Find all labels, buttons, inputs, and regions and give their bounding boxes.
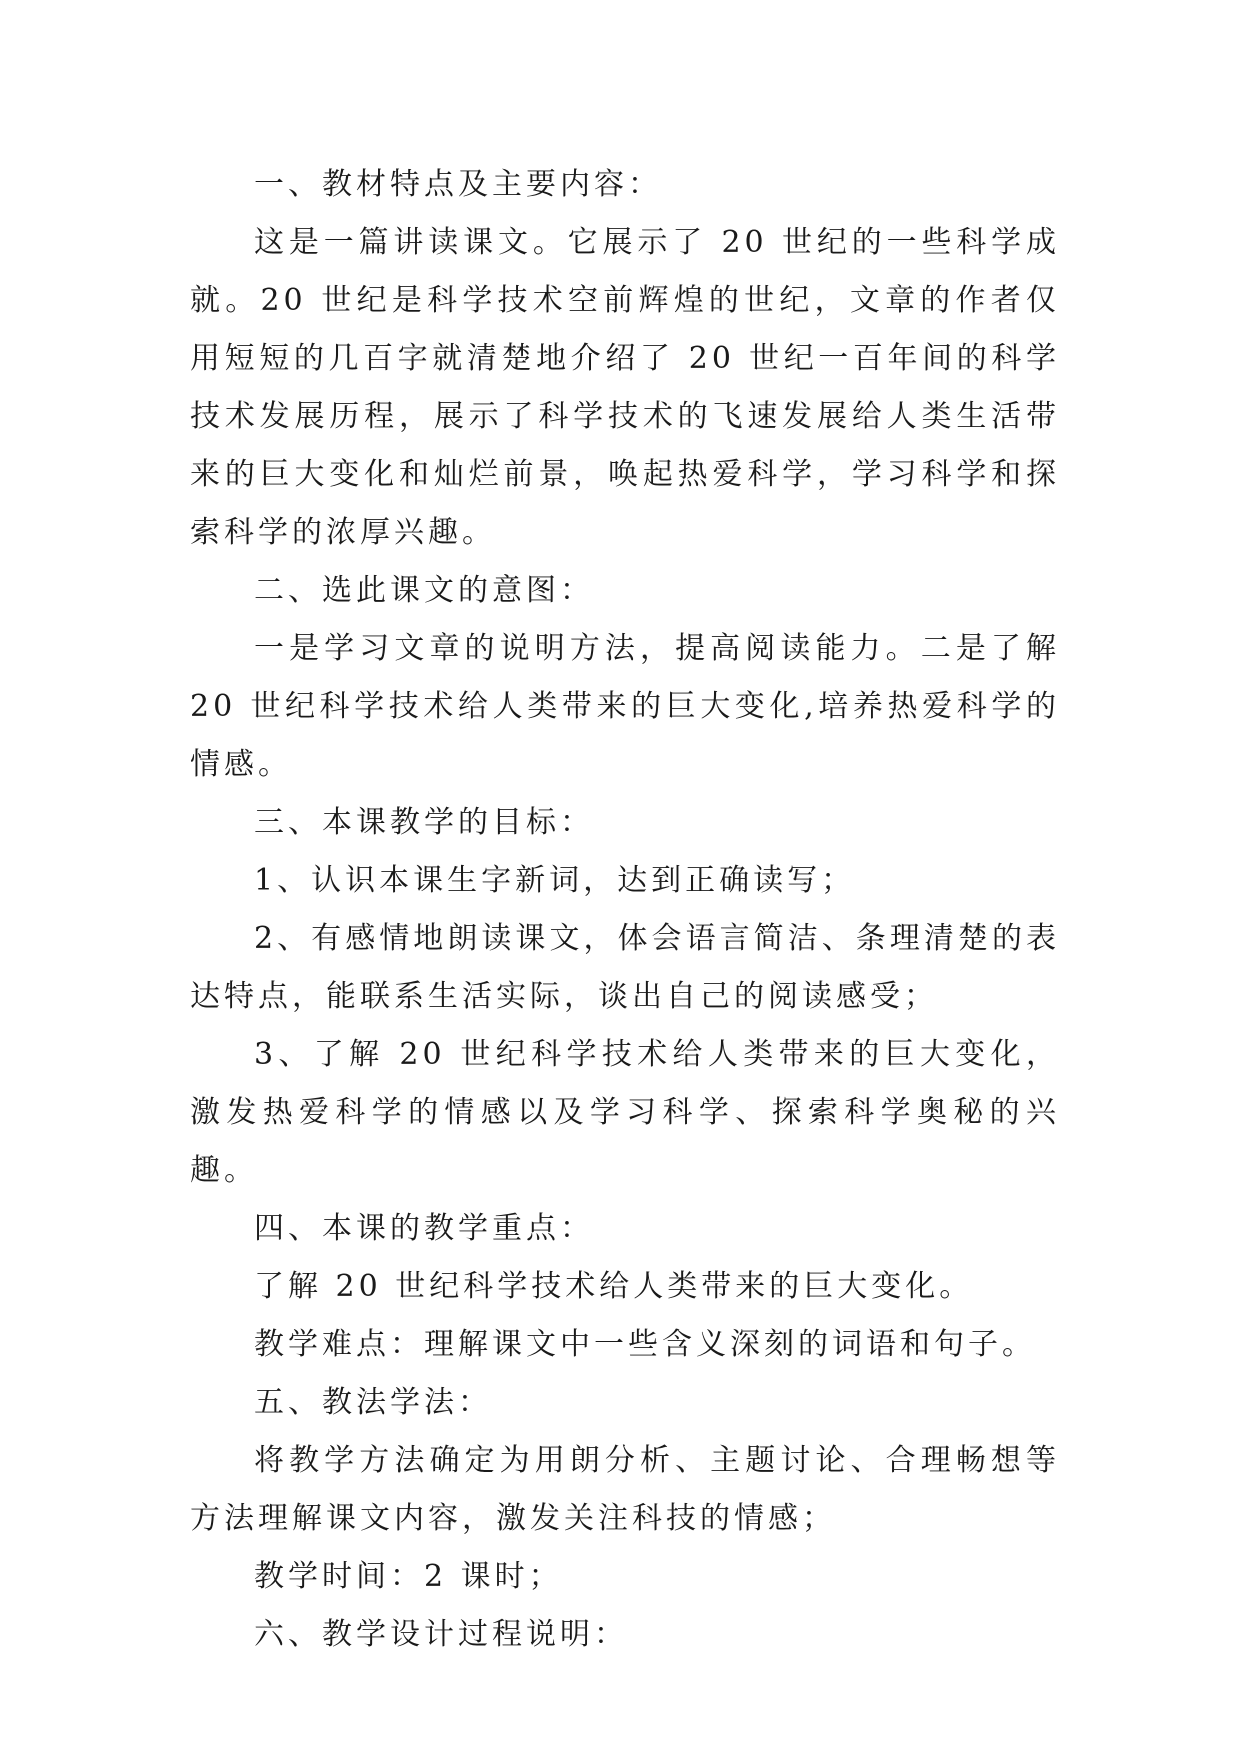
paragraph-methods: 将教学方法确定为用朗分析、主题讨论、合理畅想等方法理解课文内容，激发关注科技的情感； [190,1443,1060,1536]
heading-methods: 五、教法学法： [254,1385,492,1420]
paragraph-difficulty: 教学难点：理解课文中一些含义深刻的词语和句子。 [254,1327,1036,1362]
heading-design-process: 六、教学设计过程说明： [254,1617,628,1652]
goal-item-1: 1、认识本课生字新词，达到正确读写； [254,863,856,898]
paragraph-selection-intent: 一是学习文章的说明方法，提高阅读能力。二是了解 20 世纪科学技术给人类带来的巨大变化,培养热爱科学的情感。 [190,631,1060,782]
goal-item-2: 2、有感情地朗读课文，体会语言简洁、条理清楚的表达特点，能联系生活实际，谈出自己的阅读感受； [190,921,1060,1014]
heading-selection-intent: 二、选此课文的意图： [254,573,594,608]
paragraph-teaching-time: 教学时间：2 课时； [254,1559,563,1594]
goal-item-3: 3、了解 20 世纪科学技术给人类带来的巨大变化，激发热爱科学的情感以及学习科学、探索科学奥秘的兴趣。 [190,1037,1060,1188]
heading-teaching-goals: 三、本课教学的目标： [254,805,594,840]
paragraph-key-point: 了解 20 世纪科学技术给人类带来的巨大变化。 [254,1269,974,1304]
heading-key-points: 四、本课的教学重点： [254,1211,594,1246]
paragraph-textbook-description: 这是一篇讲读课文。它展示了 20 世纪的一些科学成就。20 世纪是科学技术空前辉煌的世纪，文章的作者仅用短短的几百字就清楚地介绍了 20 世纪一百年间的科学技术发展历程，展示了科学技术的飞速发展给人类生活带来的巨大变化和灿烂前景，唤起热爱科学，学习科学和探索科学的浓厚兴趣。 [190,225,1060,550]
heading-textbook-features: 一、教材特点及主要内容： [254,167,662,202]
document-body [190,156,1060,1664]
